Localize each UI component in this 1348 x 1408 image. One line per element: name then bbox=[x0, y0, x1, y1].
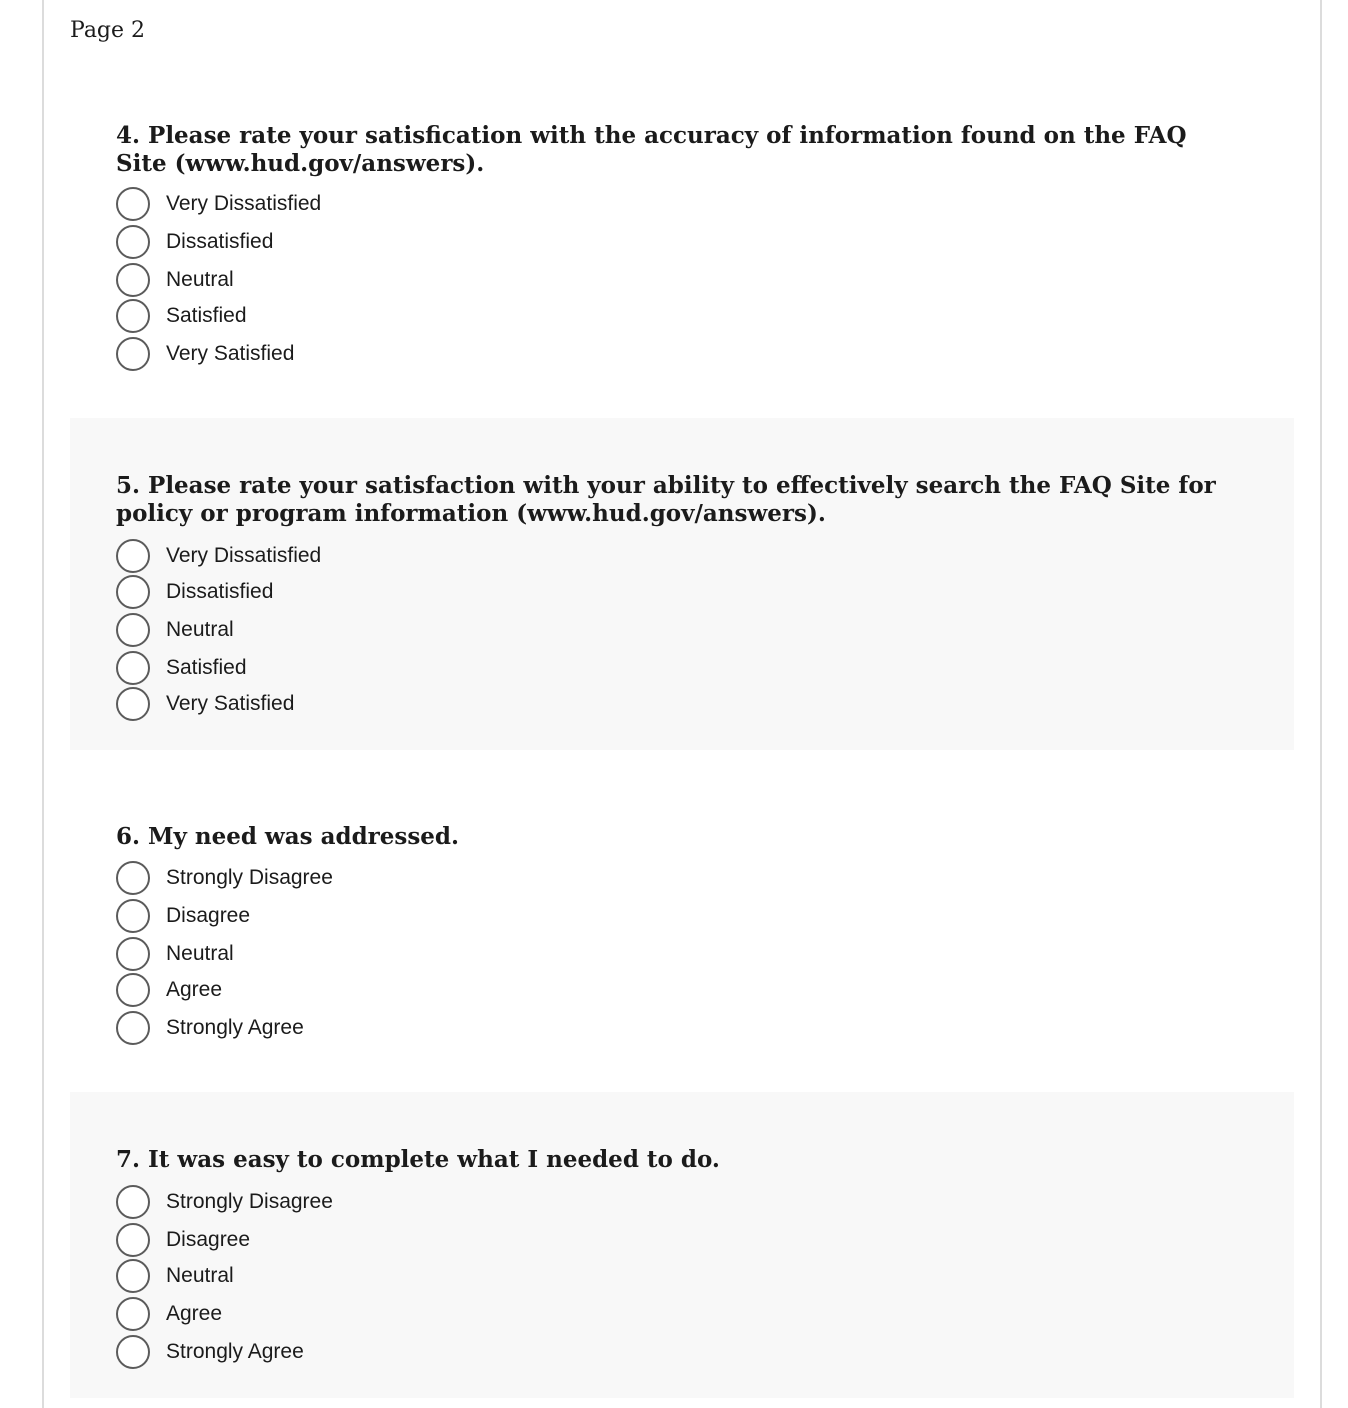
radio-button[interactable] bbox=[116, 687, 150, 721]
radio-option[interactable] bbox=[116, 575, 273, 609]
question-6-text: 6. My need was addressed. bbox=[116, 823, 460, 850]
option-label: Very Satisfied bbox=[166, 342, 295, 365]
question-4-section bbox=[70, 100, 1294, 418]
radio-button[interactable] bbox=[116, 973, 150, 1007]
radio-button[interactable] bbox=[116, 263, 150, 297]
radio-button[interactable] bbox=[116, 1297, 150, 1331]
option-label: Strongly Disagree bbox=[166, 1190, 333, 1213]
radio-button[interactable] bbox=[116, 1259, 150, 1293]
option-label: Agree bbox=[166, 978, 223, 1001]
radio-option[interactable] bbox=[116, 687, 294, 721]
question-4-text: 4. Please rate your satisfication with the accuracy of information found on the FAQ Site (www.hud.gov/answers). bbox=[116, 122, 1187, 177]
question-5-text: 5. Please rate your satisfaction with your ability to effectively search the FAQ Site for policy or program information (www.hud.gov/answers). bbox=[116, 472, 1216, 527]
option-label: Dissatisfied bbox=[166, 580, 274, 603]
option-label: Neutral bbox=[166, 942, 234, 965]
question-6-section bbox=[70, 750, 1294, 1092]
radio-button[interactable] bbox=[116, 539, 150, 573]
radio-option[interactable] bbox=[116, 861, 333, 895]
radio-option[interactable] bbox=[116, 539, 321, 573]
radio-button[interactable] bbox=[116, 861, 150, 895]
question-7-section bbox=[70, 1092, 1294, 1398]
radio-button[interactable] bbox=[116, 225, 150, 259]
option-label: Dissatisfied bbox=[166, 230, 274, 253]
option-label: Neutral bbox=[166, 618, 234, 641]
radio-option[interactable] bbox=[116, 299, 247, 333]
radio-option[interactable] bbox=[116, 337, 294, 371]
radio-option[interactable] bbox=[116, 899, 250, 933]
question-7-text: 7. It was easy to complete what I needed to do. bbox=[116, 1146, 720, 1173]
radio-button[interactable] bbox=[116, 651, 150, 685]
option-label: Neutral bbox=[166, 268, 234, 291]
radio-option[interactable] bbox=[116, 1223, 250, 1257]
question-5-section bbox=[70, 418, 1294, 750]
option-label: Strongly Agree bbox=[166, 1340, 304, 1363]
radio-button[interactable] bbox=[116, 299, 150, 333]
radio-option[interactable] bbox=[116, 263, 234, 297]
radio-option[interactable] bbox=[116, 613, 234, 647]
option-label: Neutral bbox=[166, 1264, 234, 1287]
radio-button[interactable] bbox=[116, 1011, 150, 1045]
option-label: Very Satisfied bbox=[166, 692, 295, 715]
option-label: Strongly Disagree bbox=[166, 866, 333, 889]
radio-button[interactable] bbox=[116, 613, 150, 647]
radio-button[interactable] bbox=[116, 1335, 150, 1369]
radio-button[interactable] bbox=[116, 337, 150, 371]
radio-button[interactable] bbox=[116, 187, 150, 221]
option-label: Strongly Agree bbox=[166, 1016, 304, 1039]
option-label: Very Dissatisfied bbox=[166, 544, 322, 567]
option-label: Disagree bbox=[166, 904, 251, 927]
radio-button[interactable] bbox=[116, 937, 150, 971]
option-label: Agree bbox=[166, 1302, 223, 1325]
option-label: Disagree bbox=[166, 1228, 251, 1251]
option-label: Very Dissatisfied bbox=[166, 192, 322, 215]
radio-option[interactable] bbox=[116, 1335, 304, 1369]
radio-button[interactable] bbox=[116, 1185, 150, 1219]
radio-option[interactable] bbox=[116, 1259, 234, 1293]
radio-option[interactable] bbox=[116, 1185, 333, 1219]
radio-option[interactable] bbox=[116, 225, 273, 259]
radio-button[interactable] bbox=[116, 1223, 150, 1257]
radio-button[interactable] bbox=[116, 899, 150, 933]
option-label: Satisfied bbox=[166, 656, 247, 679]
radio-option[interactable] bbox=[116, 973, 222, 1007]
radio-option[interactable] bbox=[116, 1297, 222, 1331]
radio-option[interactable] bbox=[116, 651, 247, 685]
radio-option[interactable] bbox=[116, 1011, 304, 1045]
radio-option[interactable] bbox=[116, 937, 234, 971]
radio-option[interactable] bbox=[116, 187, 321, 221]
option-label: Satisfied bbox=[166, 304, 247, 327]
page-label: Page 2 bbox=[70, 18, 146, 43]
radio-button[interactable] bbox=[116, 575, 150, 609]
